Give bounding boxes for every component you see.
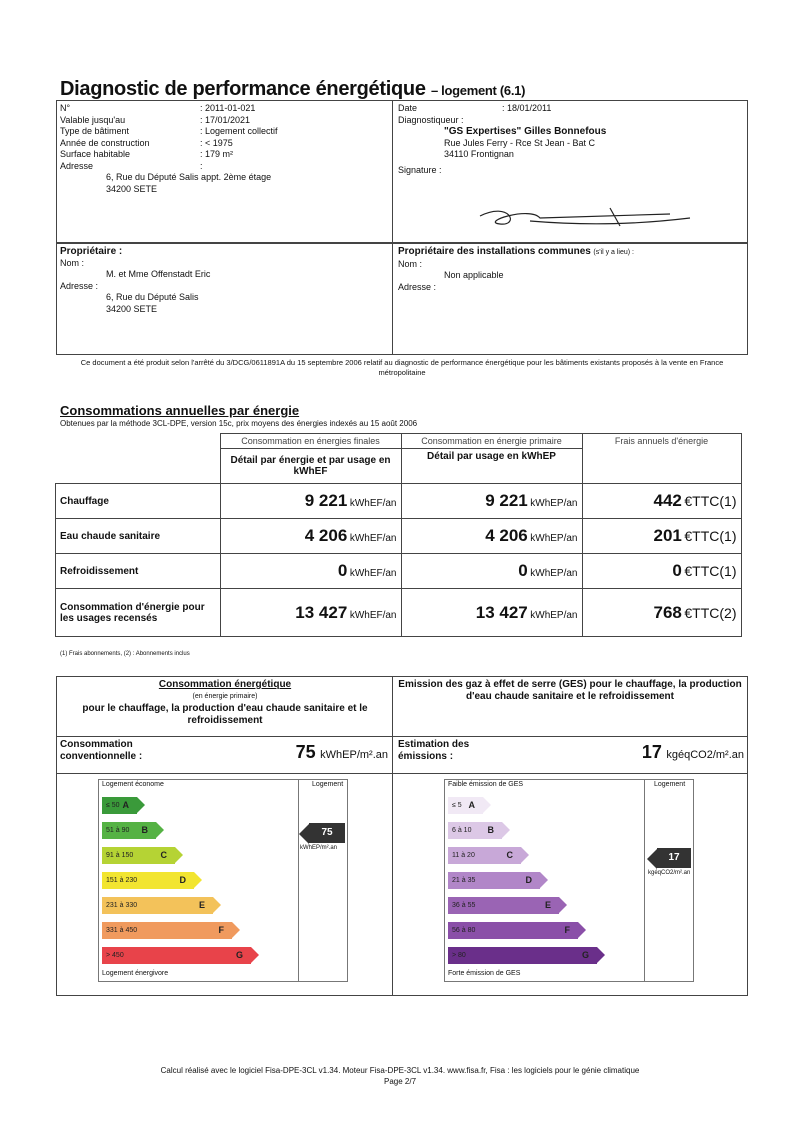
energy-bar-tip [156, 822, 164, 838]
ges-bar-range: 21 à 35 [452, 877, 476, 884]
conso-subtitle: Obtenues par la méthode 3CL-DPE, version 15c, prix moyens des énergies indexés au 15 août 2006 [60, 419, 418, 428]
labels-value-line [56, 773, 748, 774]
signature-image [470, 196, 700, 236]
ges-bar-e [448, 897, 559, 914]
ges-bar-letter: E [544, 900, 551, 910]
date-label: Date [398, 103, 418, 113]
type-value: : Logement collectif [200, 126, 278, 136]
ef-unit: kWhEF/an [349, 568, 397, 579]
energy-head [60, 679, 390, 727]
col-head-final: Consommation en énergies finales [220, 434, 401, 449]
cost-unit: €TTC(2) [684, 604, 737, 621]
ges-bar-letter: D [525, 875, 532, 885]
address-line2: 34200 SETE [106, 183, 158, 194]
energy-head2: (en énergie primaire) [192, 693, 258, 700]
ges-top-label: Faible émission de GES [448, 781, 524, 788]
owner-title: Propriétaire : [60, 246, 123, 257]
cost-unit: €TTC(1) [684, 528, 737, 544]
ges-bar-range: ≤ 5 [452, 802, 462, 809]
common-title: Propriétaire des installations communes [398, 246, 591, 257]
energy-bar-e [102, 897, 213, 914]
n-value: : 2011-01-021 [200, 103, 256, 113]
ges-value: 17 [641, 742, 662, 762]
ges-col-label: Logement [654, 781, 686, 788]
conso-footnote: (1) Frais abonnements, (2) : Abonnements inclus [60, 651, 190, 657]
energy-col-label: Logement [312, 781, 344, 788]
labels-divider [392, 676, 393, 996]
common-owner-info [398, 246, 743, 293]
ges-bar-tip [559, 897, 567, 913]
owner-name: M. et Mme Offenstadt Eric [106, 269, 211, 279]
cost-value: 768 [653, 602, 682, 622]
energy-bar-d [102, 872, 194, 889]
energy-value-group [200, 742, 388, 763]
ges-bar-tip [578, 922, 586, 938]
energy-marker-arrow [299, 824, 309, 844]
owner-addr1: 6, Rue du Député Salis [106, 292, 199, 302]
ges-value-group [540, 742, 744, 763]
energy-head3: pour le chauffage, la production d'eau chaude sanitaire et le refroidissement [82, 703, 368, 726]
page-title [60, 78, 525, 101]
ges-bar-range: 6 à 10 [452, 827, 472, 834]
energy-bar-tip [213, 897, 221, 913]
ges-bar-tip [483, 797, 491, 813]
row-label: Refroidissement [56, 554, 221, 589]
energy-unit: kWhEP/m².an [320, 749, 388, 761]
common-name: Non applicable [444, 270, 504, 280]
ges-head [396, 679, 744, 703]
cost-unit: €TTC(1) [684, 563, 737, 579]
cost-value: 0 [672, 561, 682, 580]
energy-bar-range: 331 à 450 [106, 927, 138, 934]
footer-line2: Page 2/7 [383, 1077, 417, 1086]
ef-unit: kWhEF/an [349, 498, 397, 509]
ges-bar-letter: F [564, 925, 570, 935]
energy-bar-range: > 450 [106, 952, 124, 959]
energy-bar-f [102, 922, 232, 939]
ges-bar-tip [597, 947, 605, 963]
ges-bar-tip [540, 872, 548, 888]
energy-bar-tip [137, 797, 145, 813]
type-label: Type de bâtiment [60, 126, 130, 136]
table-row [56, 554, 742, 589]
energy-bar-letter: F [218, 925, 224, 935]
ges-bar-f [448, 922, 578, 939]
ges-marker-arrow [647, 849, 657, 869]
ges-marker-unit: kgéqCO2/m².an [648, 870, 691, 876]
ef-unit: kWhEF/an [349, 609, 397, 621]
ges-bottom-label: Forte émission de GES [448, 970, 521, 977]
energy-bar-letter: C [160, 850, 167, 860]
signature-label: Signature : [398, 164, 442, 175]
ges-marker: 17 [657, 848, 691, 868]
surface-value: : 179 m² [200, 149, 234, 159]
table-row [56, 519, 742, 554]
ges-bar-letter: B [487, 825, 494, 835]
address-label: Adresse [60, 160, 94, 171]
diagnostician-addr2: 34110 Frontignan [444, 149, 514, 159]
ges-head1: Emission des gaz à effet de serre (GES) pour le chauffage, la production d'eau chaude sanitaire et le refroidissement [398, 679, 742, 702]
ges-bar-range: 56 à 80 [452, 927, 476, 934]
energy-bar-letter: A [122, 800, 129, 810]
energy-bar-range: 231 à 330 [106, 902, 138, 909]
energy-bar-tip [194, 872, 202, 888]
energy-bar-range: 51 à 90 [106, 827, 130, 834]
year-value: : < 1975 [200, 137, 233, 148]
energy-bar-letter: E [198, 900, 205, 910]
valid-label: Valable jusqu'au [60, 114, 126, 125]
energy-bar-c [102, 847, 175, 864]
ges-unit: kgéqCO2/m².an [666, 749, 744, 761]
legal-note: Ce document a été produit selon l'arrêté du 3/DCG/0611891A du 15 septembre 2006 relatif au diagnostic de performance énergétique pour les bâtiments existants proposés à la vente en France métropolitaine [80, 358, 724, 377]
energy-label-col [298, 779, 299, 982]
ges-bar-c [448, 847, 521, 864]
ep-unit: kWhEP/an [530, 533, 578, 544]
energy-marker-unit: kWhEP/m².an [300, 845, 338, 851]
row-label: Eau chaude sanitaire [56, 519, 221, 554]
year-label: Année de construction [60, 137, 150, 148]
ep-unit: kWhEP/an [530, 498, 578, 509]
ges-bar-letter: A [468, 800, 475, 810]
col-sub-final: Détail par énergie et par usage en kWhEF [220, 449, 401, 484]
footer-line1: Calcul réalisé avec le logiciel Fisa-DPE-3CL v1.34. Moteur Fisa-DPE-3CL v1.34. www.fisa.fr, Fisa : les logiciels pour le génie climatique [160, 1066, 640, 1075]
energy-bottom-label: Logement énergivore [102, 970, 169, 977]
table-row [56, 484, 742, 519]
energy-marker: 75 [309, 823, 345, 843]
ges-bar-tip [502, 822, 510, 838]
common-title-note: (s'il y a lieu) : [593, 249, 634, 256]
ges-bar-a [448, 797, 483, 814]
energy-bar-tip [232, 922, 240, 938]
ef-value: 13 427 [295, 602, 348, 622]
energy-bar-b [102, 822, 156, 839]
owner-addr-label: Adresse : [60, 280, 99, 291]
building-info [60, 103, 390, 195]
energy-label: Consommation conventionnelle : [60, 739, 143, 762]
conso-title: Consommations annuelles par énergie [60, 403, 300, 418]
ef-value: 0 [337, 561, 348, 580]
energy-top-label: Logement économe [102, 781, 164, 788]
owner-name-label: Nom : [60, 257, 85, 268]
cost-unit: €TTC(1) [684, 493, 737, 509]
common-addr-label: Adresse : [398, 281, 437, 292]
cost-value: 201 [653, 526, 682, 545]
surface-label: Surface habitable [60, 149, 131, 159]
owner-info [60, 246, 390, 315]
ep-unit: kWhEP/an [530, 568, 578, 579]
ef-value: 9 221 [304, 491, 348, 510]
consumption-table [55, 433, 742, 637]
info-divider [392, 100, 393, 243]
address-value: : [200, 160, 203, 171]
date-value: : 18/01/2011 [502, 103, 552, 113]
owner-divider [392, 243, 393, 355]
cost-value: 442 [653, 491, 682, 510]
diagnostician-info [398, 103, 743, 176]
energy-bar-tip [175, 847, 183, 863]
col-head-cost: Frais annuels d'énergie [582, 434, 741, 484]
ef-unit: kWhEF/an [349, 533, 397, 544]
energy-bar-range: 91 à 150 [106, 852, 134, 859]
ep-unit: kWhEP/an [530, 609, 578, 621]
ges-bar-letter: G [581, 950, 589, 960]
ges-label-col [644, 779, 645, 982]
energy-value: 75 [295, 742, 316, 762]
owner-addr2: 34200 SETE [106, 303, 158, 314]
address-line1: 6, Rue du Député Salis appt. 2ème étage [106, 172, 272, 182]
energy-bar-letter: D [179, 875, 186, 885]
common-name-label: Nom : [398, 258, 423, 269]
diagnostician-label: Diagnostiqueur : [398, 114, 464, 125]
ges-bar-range: 11 à 20 [452, 852, 475, 859]
diagnostician-name: "GS Expertises" Gilles Bonnefous [444, 126, 607, 137]
ep-value: 0 [518, 561, 528, 580]
diagnostician-addr1: Rue Jules Ferry - Rce St Jean - Bat C [444, 137, 596, 148]
title-main: Diagnostic de performance énergétique [60, 78, 426, 100]
ges-bar-letter: C [506, 850, 513, 860]
ges-label: Estimation des émissions : [398, 739, 470, 762]
energy-bar-g [102, 947, 251, 964]
ges-bar-d [448, 872, 540, 889]
table-row [56, 589, 742, 637]
ges-bar-tip [521, 847, 529, 863]
ges-bar-b [448, 822, 502, 839]
ep-value: 9 221 [485, 491, 528, 510]
row-label: Consommation d'énergie pour les usages recensés [56, 589, 221, 637]
col-sub-primary: Détail par usage en kWhEP [401, 449, 582, 484]
energy-bar-a [102, 797, 137, 814]
ep-value: 13 427 [475, 602, 528, 622]
row-label: Chauffage [56, 484, 221, 519]
ges-bar-range: > 80 [452, 952, 466, 959]
energy-bar-range: 151 à 230 [106, 877, 138, 884]
labels-head-line [56, 736, 748, 737]
energy-bar-letter: B [141, 825, 148, 835]
energy-bar-range: ≤ 50 [106, 802, 120, 809]
energy-head1: Consommation énergétique [158, 679, 292, 690]
title-suffix: – logement (6.1) [430, 83, 526, 98]
col-head-primary: Consommation en énergie primaire [401, 434, 582, 449]
ep-value: 4 206 [485, 526, 528, 545]
ges-bar-g [448, 947, 597, 964]
n-label: N° [60, 103, 71, 113]
energy-bar-letter: G [235, 950, 243, 960]
ges-bar-range: 36 à 55 [452, 902, 476, 909]
valid-value: : 17/01/2021 [200, 114, 251, 125]
energy-bar-tip [251, 947, 259, 963]
ef-value: 4 206 [304, 526, 348, 545]
